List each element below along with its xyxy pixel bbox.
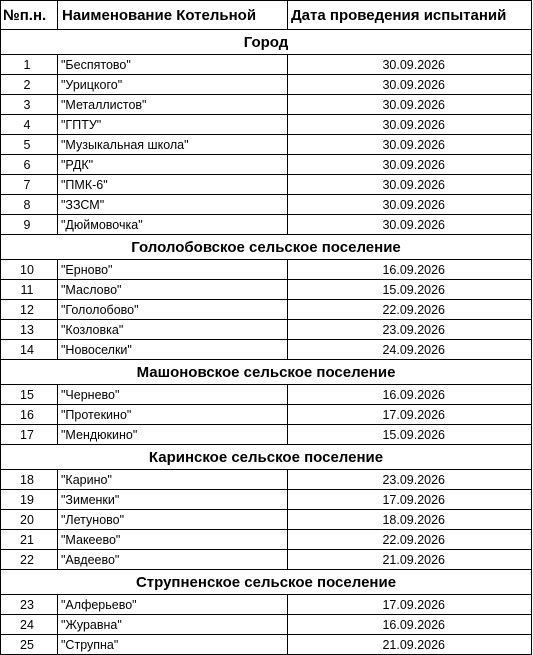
row-number: 10 [1,260,58,280]
boiler-name: "Алферьево" [58,595,288,615]
test-date: 30.09.2026 [288,75,532,95]
test-date: 23.09.2026 [288,470,532,490]
test-date: 24.09.2026 [288,340,532,360]
boiler-name: "Металлистов" [58,95,288,115]
row-number: 21 [1,530,58,550]
test-date: 30.09.2026 [288,215,532,235]
table-row [1,470,532,490]
header-test-date: Дата проведения испытаний [288,1,532,30]
test-date: 16.09.2026 [288,260,532,280]
boiler-name: "Карино" [58,470,288,490]
boiler-name: "ГПТУ" [58,115,288,135]
table-row [1,55,532,75]
section-row [1,360,532,385]
test-date: 17.09.2026 [288,595,532,615]
test-date: 21.09.2026 [288,635,532,655]
test-date: 15.09.2026 [288,425,532,445]
boiler-name: "Протекино" [58,405,288,425]
boiler-name: "ЗЗСМ" [58,195,288,215]
test-date: 17.09.2026 [288,490,532,510]
table-row [1,550,532,570]
table-row [1,635,532,655]
boiler-name: "Ерново" [58,260,288,280]
table-row [1,615,532,635]
section-title: Город [1,30,532,55]
table-row [1,215,532,235]
row-number: 1 [1,55,58,75]
table-row [1,385,532,405]
test-date: 18.09.2026 [288,510,532,530]
boiler-name: "Новоселки" [58,340,288,360]
row-number: 4 [1,115,58,135]
test-date: 16.09.2026 [288,615,532,635]
row-number: 16 [1,405,58,425]
section-title: Машоновское сельское поселение [1,360,532,385]
row-number: 9 [1,215,58,235]
boiler-name: "Урицкого" [58,75,288,95]
section-title: Струпненское сельское поселение [1,570,532,595]
boiler-name: "Журавна" [58,615,288,635]
row-number: 5 [1,135,58,155]
section-row [1,235,532,260]
row-number: 7 [1,175,58,195]
table-row [1,280,532,300]
boiler-name: "Музыкальная школа" [58,135,288,155]
boiler-name: "Беспятово" [58,55,288,75]
section-row [1,30,532,55]
table-row [1,260,532,280]
boiler-name: "ПМК-6" [58,175,288,195]
row-number: 17 [1,425,58,445]
table-row [1,175,532,195]
header-boiler-name: Наименование Котельной [58,1,288,30]
row-number: 11 [1,280,58,300]
row-number: 3 [1,95,58,115]
row-number: 22 [1,550,58,570]
row-number: 19 [1,490,58,510]
boiler-name: "Зименки" [58,490,288,510]
row-number: 14 [1,340,58,360]
boiler-name: "Дюймовочка" [58,215,288,235]
section-title: Гололобовское сельское поселение [1,235,532,260]
test-date: 30.09.2026 [288,115,532,135]
test-date: 30.09.2026 [288,55,532,75]
table-row [1,340,532,360]
table-row [1,510,532,530]
test-date: 30.09.2026 [288,195,532,215]
boiler-name: "Гололобово" [58,300,288,320]
boiler-name: "Маслово" [58,280,288,300]
table-row [1,425,532,445]
test-date: 16.09.2026 [288,385,532,405]
table-row [1,595,532,615]
row-number: 18 [1,470,58,490]
table-row [1,320,532,340]
boiler-name: "Струпна" [58,635,288,655]
boiler-name: "Летуново" [58,510,288,530]
row-number: 12 [1,300,58,320]
table-row [1,530,532,550]
header-row [1,1,532,30]
test-date: 23.09.2026 [288,320,532,340]
test-date: 21.09.2026 [288,550,532,570]
row-number: 13 [1,320,58,340]
boiler-name: "РДК" [58,155,288,175]
section-title: Каринское сельское поселение [1,445,532,470]
table-row [1,195,532,215]
row-number: 25 [1,635,58,655]
row-number: 20 [1,510,58,530]
table-row [1,300,532,320]
row-number: 23 [1,595,58,615]
table-body [1,30,532,655]
test-date: 22.09.2026 [288,300,532,320]
boiler-name: "Мендюкино" [58,425,288,445]
row-number: 2 [1,75,58,95]
table-row [1,135,532,155]
header-number: №п.н. [1,1,58,30]
table-row [1,75,532,95]
table-row [1,95,532,115]
test-date: 30.09.2026 [288,95,532,115]
test-date: 30.09.2026 [288,175,532,195]
row-number: 24 [1,615,58,635]
row-number: 6 [1,155,58,175]
row-number: 8 [1,195,58,215]
boiler-name: "Макеево" [58,530,288,550]
test-date: 22.09.2026 [288,530,532,550]
table-row [1,115,532,135]
boiler-name: "Козловка" [58,320,288,340]
test-date: 15.09.2026 [288,280,532,300]
boiler-name: "Авдеево" [58,550,288,570]
table-row [1,490,532,510]
test-date: 30.09.2026 [288,135,532,155]
test-date: 17.09.2026 [288,405,532,425]
section-row [1,445,532,470]
row-number: 15 [1,385,58,405]
table-row [1,155,532,175]
test-date: 30.09.2026 [288,155,532,175]
boiler-name: "Чернево" [58,385,288,405]
table-row [1,405,532,425]
section-row [1,570,532,595]
